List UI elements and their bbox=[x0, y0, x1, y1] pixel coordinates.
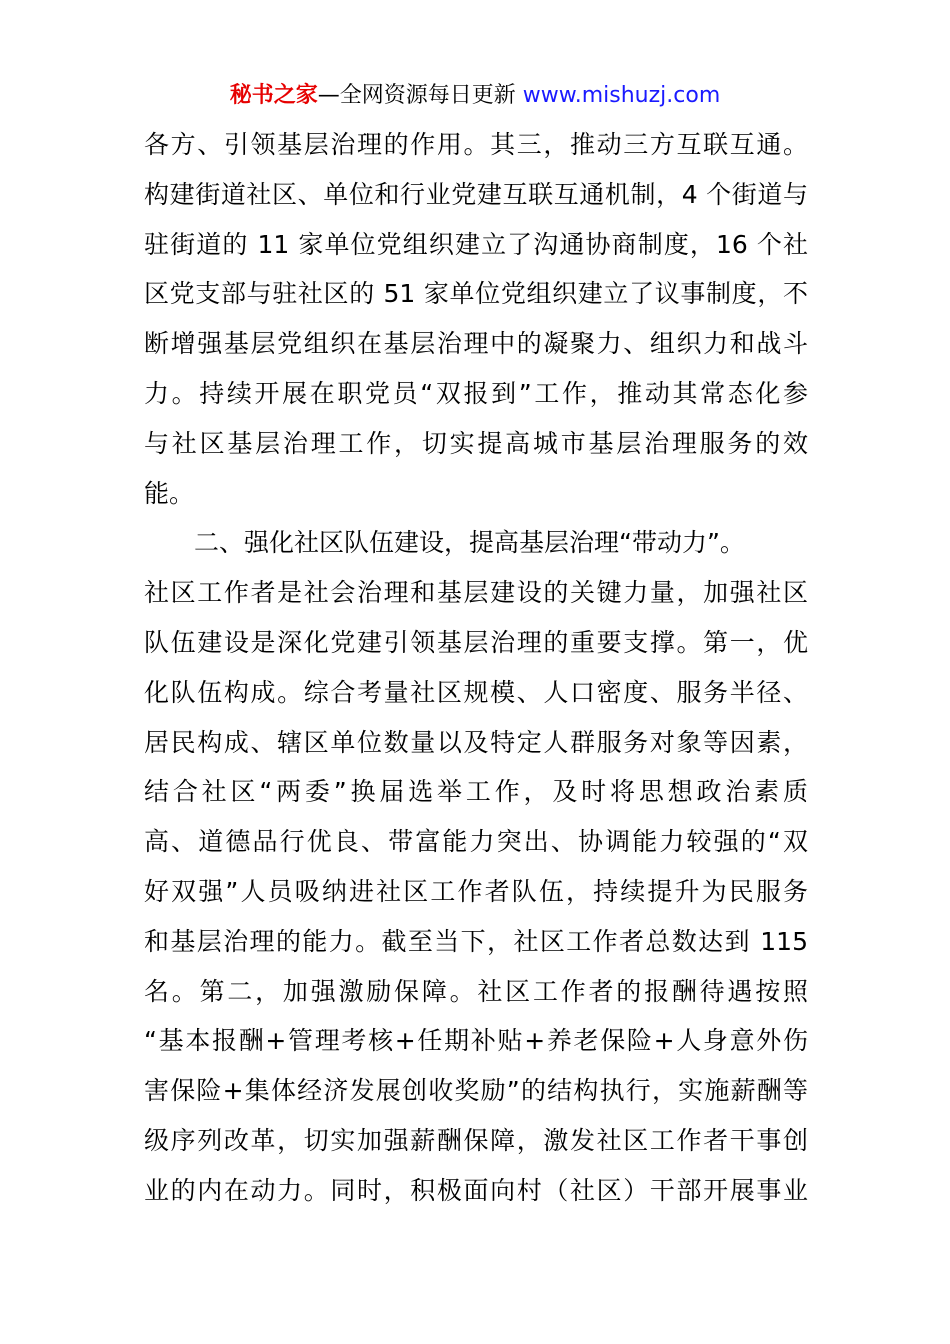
text-line: 能。 bbox=[144, 478, 195, 508]
text-line: 结合社区“两委”换届选举工作，及时将思想政治素质 bbox=[144, 777, 808, 807]
site-slogan: —全网资源每日更新 bbox=[317, 83, 516, 108]
text-line: 名。第二，加强激励保障。社区工作者的报酬待遇按照 bbox=[144, 976, 808, 1006]
site-url[interactable]: www.mishuzj.com bbox=[522, 83, 721, 108]
text-line: 断增强基层党组织在基层治理中的凝聚力、组织力和战斗 bbox=[144, 329, 808, 359]
text-line: “基本报酬+管理考核+任期补贴+养老保险+人身意外伤 bbox=[144, 1026, 808, 1056]
text-line: 与社区基层治理工作，切实提高城市基层治理服务的效 bbox=[144, 428, 808, 458]
text-line: 各方、引领基层治理的作用。其三，推动三方互联互通。 bbox=[144, 130, 808, 159]
text-line: 二、强化社区队伍建设，提高基层治理“带动力”。 bbox=[194, 528, 745, 558]
text-line: 队伍建设是深化党建引领基层治理的重要支撑。第一，优 bbox=[144, 627, 808, 657]
site-brand: 秘书之家 bbox=[229, 83, 318, 108]
text-line: 驻街道的 11 家单位党组织建立了沟通协商制度，16 个社 bbox=[144, 229, 808, 259]
text-line: 级序列改革，切实加强薪酬保障，激发社区工作者干事创 bbox=[144, 1125, 808, 1155]
text-line: 社区工作者是社会治理和基层建设的关键力量，加强社区 bbox=[144, 578, 808, 608]
document-body bbox=[144, 120, 808, 1216]
text-line: 和基层治理的能力。截至当下，社区工作者总数达到 115 bbox=[144, 926, 808, 956]
text-line: 区党支部与驻社区的 51 家单位党组织建立了议事制度，不 bbox=[144, 279, 808, 309]
text-line: 构建街道社区、单位和行业党建互联互通机制，4 个街道与 bbox=[144, 179, 808, 209]
text-line: 力。持续开展在职党员“双报到”工作，推动其常态化参 bbox=[144, 378, 808, 408]
text-line: 居民构成、辖区单位数量以及特定人群服务对象等因素， bbox=[144, 727, 808, 757]
text-line: 化队伍构成。综合考量社区规模、人口密度、服务半径、 bbox=[144, 677, 808, 707]
text-line: 高、道德品行优良、带富能力突出、协调能力较强的“双 bbox=[144, 827, 808, 857]
text-line: 业的内在动力。同时，积极面向村（社区）干部开展事业 bbox=[144, 1175, 808, 1205]
text-line: 害保险+集体经济发展创收奖励”的结构执行，实施薪酬等 bbox=[144, 1076, 808, 1106]
page-header bbox=[0, 80, 950, 112]
text-line: 好双强”人员吸纳进社区工作者队伍，持续提升为民服务 bbox=[144, 876, 808, 906]
